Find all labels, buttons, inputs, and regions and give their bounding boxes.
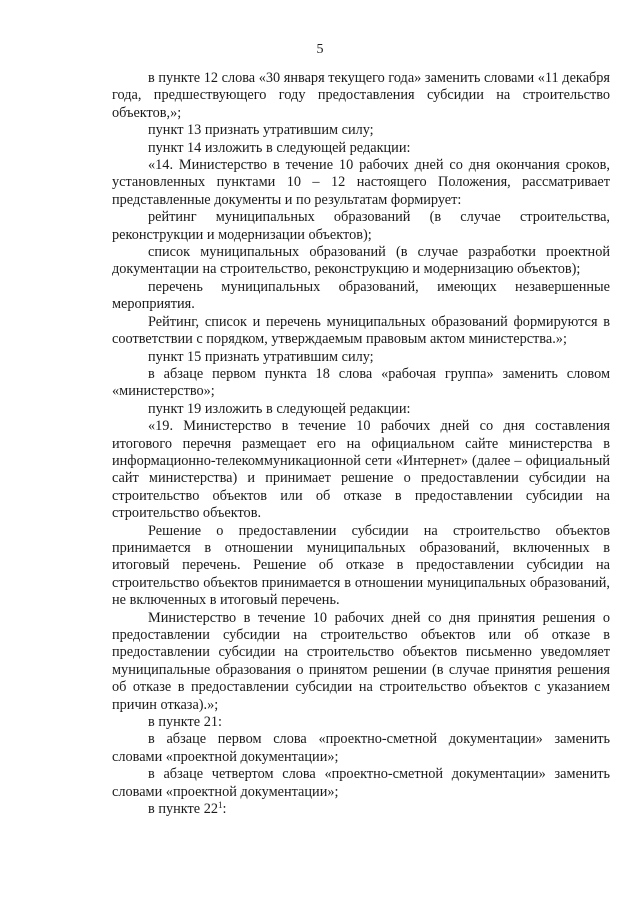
paragraph: Министерство в течение 10 рабочих дней со дня принятия решения о предоставлении субсидии на строительство объектов или об отказе в предоставлении субсидии на строительство объектов письменно уведомляет муниципальные образования о принятом решении (в случае принятия решения об отказе в предоставлении субсидии на строительство объектов с указанием причин отказа).»; — [112, 609, 610, 713]
paragraph: в абзаце первом слова «проектно-сметной документации» заменить словами «проектной документации»; — [112, 731, 610, 765]
page-number: 5 — [316, 42, 324, 57]
paragraph: пункт 14 изложить в следующей редакции: — [148, 139, 411, 156]
paragraph: в пункте 12 слова «30 января текущего года» заменить словами «11 декабря года, предшествующего году предоставления субсидии на строительство объектов,»; — [112, 70, 610, 121]
paragraph: пункт 15 признать утратившим силу; — [148, 348, 374, 365]
paragraph-last — [112, 801, 610, 818]
last-line-text: в пункте 22 — [148, 801, 218, 818]
paragraph: пункт 19 изложить в следующей редакции: — [148, 400, 411, 417]
paragraph: Рейтинг, список и перечень муниципальных образований формируются в соответствии с порядком, утверждаемым правовым актом министерства.»; — [112, 313, 610, 348]
paragraph: пункт 13 признать утратившим силу; — [148, 122, 374, 139]
document-body — [112, 70, 610, 818]
paragraph: список муниципальных образований (в случае разработки проектной документации на строительство, реконструкцию и модернизацию объектов); — [112, 244, 610, 278]
paragraph: перечень муниципальных образований, имеющих незавершенные мероприятия. — [112, 278, 610, 313]
paragraph: «19. Министерство в течение 10 рабочих дней со дня составления итогового перечня размещает его на официальном сайте министерства в информационно-телекоммуникационной сети «Интернет» (далее – официальный сайт министерства) и принимает решение о предоставлении субсидии на строительство объектов или об отказе в предоставлении субсидии на строительство объектов. — [112, 418, 610, 522]
paragraph: в абзаце первом пункта 18 слова «рабочая группа» заменить словом «министерство»; — [112, 365, 610, 400]
last-line-suffix: : — [222, 801, 227, 818]
paragraph: Решение о предоставлении субсидии на строительство объектов принимается в отношении муниципальных образований, включенных в итоговый перечень. Решение об отказе в предоставлении субсидии на строительство объектов принимается в отношении муниципальных образований, не включенных в итоговый перечень. — [112, 522, 610, 609]
superscript: 1 — [218, 800, 223, 811]
paragraph: в пункте 21: — [148, 714, 222, 731]
paragraph: «14. Министерство в течение 10 рабочих дней со дня окончания сроков, установленных пунктами 10 – 12 настоящего Положения, рассматривает представленные документы и по результатам формирует: — [112, 157, 610, 208]
paragraph: в абзаце четвертом слова «проектно-сметной документации» заменить словами «проектной документации»; — [112, 766, 610, 800]
paragraph: рейтинг муниципальных образований (в случае строительства, реконструкции и модернизации объектов); — [112, 209, 610, 243]
